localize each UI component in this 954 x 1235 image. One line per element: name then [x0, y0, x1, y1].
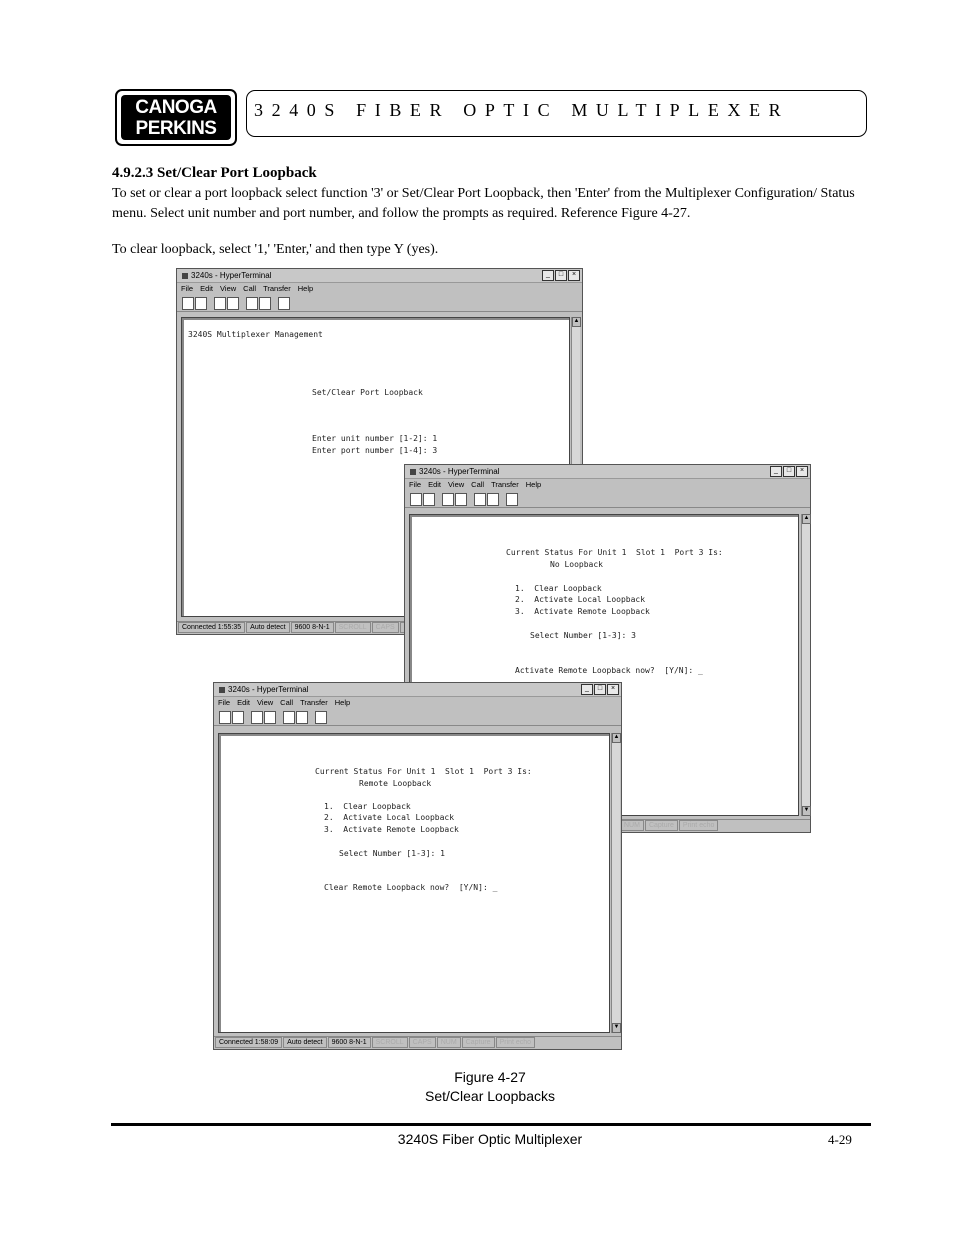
- phone-icon: [182, 273, 188, 279]
- maximize-button[interactable]: □: [783, 466, 795, 477]
- status-capture: Capture: [462, 1037, 495, 1048]
- menu-transfer[interactable]: Transfer: [300, 698, 328, 707]
- figure-caption: Set/Clear Loopbacks: [425, 1088, 555, 1104]
- status-capture: Capture: [645, 820, 678, 831]
- toolbar: [214, 709, 621, 726]
- receive-icon[interactable]: [259, 297, 271, 310]
- terminal-line: Clear Remote Loopback now? [Y/N]: _: [324, 883, 498, 892]
- send-icon[interactable]: [283, 711, 295, 724]
- minimize-button[interactable]: _: [770, 466, 782, 477]
- properties-icon[interactable]: [278, 297, 290, 310]
- menu-transfer[interactable]: Transfer: [491, 480, 519, 489]
- status-caps: CAPS: [372, 622, 399, 633]
- menu-call[interactable]: Call: [280, 698, 294, 707]
- status-detect: Auto detect: [246, 622, 289, 633]
- phone-icon: [410, 469, 416, 475]
- window-title: 3240s - HyperTerminal: [228, 685, 309, 694]
- menu-call[interactable]: Call: [243, 284, 257, 293]
- disconnect-icon[interactable]: [227, 297, 239, 310]
- terminal-line: Select Number [1-3]: 1: [339, 849, 445, 858]
- minimize-button[interactable]: _: [581, 684, 593, 695]
- header-title-box: [246, 90, 867, 137]
- maximize-button[interactable]: □: [555, 270, 567, 281]
- new-icon[interactable]: [182, 297, 194, 310]
- properties-icon[interactable]: [506, 493, 518, 506]
- menu-bar: [405, 479, 810, 491]
- header-title: 3240S FIBER OPTIC MULTIPLEXER: [254, 100, 790, 120]
- new-icon[interactable]: [219, 711, 231, 724]
- terminal-screen[interactable]: [218, 733, 610, 1033]
- terminal-line: 3240S Multiplexer Management: [188, 330, 323, 339]
- window-titlebar: [405, 465, 810, 479]
- toolbar: [177, 295, 582, 312]
- menu-view[interactable]: View: [220, 284, 237, 293]
- menu-help[interactable]: Help: [297, 284, 314, 293]
- status-connected: Connected 1:58:09: [215, 1037, 282, 1048]
- receive-icon[interactable]: [296, 711, 308, 724]
- status-baud: 9600 8-N-1: [291, 622, 334, 633]
- vertical-scrollbar[interactable]: [801, 514, 810, 816]
- scroll-down-icon[interactable]: ▼: [612, 1023, 621, 1033]
- terminal-line: Set/Clear Port Loopback: [312, 388, 423, 397]
- open-icon[interactable]: [423, 493, 435, 506]
- menu-view[interactable]: View: [448, 480, 465, 489]
- window-titlebar: [214, 683, 621, 697]
- scroll-up-icon[interactable]: ▲: [802, 514, 811, 524]
- minimize-button[interactable]: _: [542, 270, 554, 281]
- menu-help[interactable]: Help: [334, 698, 351, 707]
- terminal-line: No Loopback: [550, 560, 603, 569]
- toolbar: [405, 491, 810, 508]
- logo-text-line1: CANOGA: [135, 97, 217, 118]
- properties-icon[interactable]: [315, 711, 327, 724]
- status-scroll: SCROLL: [335, 622, 371, 633]
- close-button[interactable]: ×: [796, 466, 808, 477]
- menu-help[interactable]: Help: [525, 480, 542, 489]
- menu-bar: [214, 697, 621, 709]
- menu-edit[interactable]: Edit: [428, 480, 442, 489]
- open-icon[interactable]: [232, 711, 244, 724]
- disconnect-icon[interactable]: [264, 711, 276, 724]
- status-detect: Auto detect: [283, 1037, 326, 1048]
- terminal-line: Current Status For Unit 1 Slot 1 Port 3 Is:: [315, 767, 532, 776]
- menu-edit[interactable]: Edit: [200, 284, 214, 293]
- figure-label: Figure 4-27: [454, 1069, 526, 1085]
- terminal-line: Enter port number [1-4]: 3: [312, 446, 438, 455]
- logo-text-line2: PERKINS: [135, 118, 217, 139]
- terminal-line: Select Number [1-3]: 3: [530, 631, 636, 640]
- canoga-perkins-logo: [115, 89, 237, 146]
- status-scroll: SCROLL: [372, 1037, 408, 1048]
- menu-file[interactable]: File: [409, 480, 422, 489]
- terminal-line: Remote Loopback: [359, 779, 432, 788]
- terminal-line: Current Status For Unit 1 Slot 1 Port 3 Is:: [506, 548, 723, 557]
- menu-file[interactable]: File: [181, 284, 194, 293]
- window-titlebar: [177, 269, 582, 283]
- receive-icon[interactable]: [487, 493, 499, 506]
- open-icon[interactable]: [195, 297, 207, 310]
- phone-icon: [219, 687, 225, 693]
- terminal-line: Enter unit number [1-2]: 1: [312, 434, 438, 443]
- new-icon[interactable]: [410, 493, 422, 506]
- window-title: 3240s - HyperTerminal: [191, 271, 272, 280]
- terminal-line: Activate Remote Loopback now? [Y/N]: _: [515, 666, 703, 675]
- terminal-line: 3. Activate Remote Loopback: [324, 825, 459, 834]
- menu-bar: [177, 283, 582, 295]
- menu-transfer[interactable]: Transfer: [263, 284, 291, 293]
- window-title: 3240s - HyperTerminal: [419, 467, 500, 476]
- status-num: NUM: [620, 820, 644, 831]
- connect-icon[interactable]: [251, 711, 263, 724]
- status-num: NUM: [437, 1037, 461, 1048]
- menu-view[interactable]: View: [257, 698, 274, 707]
- section-heading: 4.9.2.3 Set/Clear Port Loopback: [112, 165, 317, 181]
- maximize-button[interactable]: □: [594, 684, 606, 695]
- status-bar: [214, 1036, 621, 1049]
- terminal-line: 2. Activate Local Loopback: [324, 813, 455, 822]
- status-print-echo: Print echo: [679, 820, 719, 831]
- hyperterminal-window-3: [213, 682, 622, 1050]
- terminal-line: 1. Clear Loopback: [324, 802, 411, 811]
- status-connected: Connected 1:55:35: [178, 622, 245, 633]
- send-icon[interactable]: [246, 297, 258, 310]
- scroll-up-icon[interactable]: ▲: [572, 317, 581, 327]
- status-caps: CAPS: [409, 1037, 436, 1048]
- terminal-line: 2. Activate Local Loopback: [515, 595, 646, 604]
- connect-icon[interactable]: [214, 297, 226, 310]
- menu-call[interactable]: Call: [471, 480, 485, 489]
- footer-rule: [111, 1123, 871, 1126]
- disconnect-icon[interactable]: [455, 493, 467, 506]
- paragraph-clear: To clear loopback, select '1,' 'Enter,' and then type Y (yes).: [112, 242, 439, 257]
- menu-file[interactable]: File: [218, 698, 231, 707]
- close-button[interactable]: ×: [568, 270, 580, 281]
- scroll-up-icon[interactable]: ▲: [612, 733, 621, 743]
- menu-edit[interactable]: Edit: [237, 698, 251, 707]
- status-baud: 9600 8-N-1: [328, 1037, 371, 1048]
- close-button[interactable]: ×: [607, 684, 619, 695]
- status-print-echo: Print echo: [496, 1037, 536, 1048]
- page-number: 4-29: [828, 1132, 852, 1147]
- terminal-line: 3. Activate Remote Loopback: [515, 607, 650, 616]
- footer-title: 3240S Fiber Optic Multiplexer: [397, 1131, 583, 1147]
- send-icon[interactable]: [474, 493, 486, 506]
- paragraph-intro: To set or clear a port loopback select function '3' or Set/Clear Port Loopback, then 'Enter' from the Multiplexer Configuration/ Status menu. Select unit number and port number, and follow the prompts as required. Reference Figure 4-27.: [112, 186, 855, 221]
- terminal-line: 1. Clear Loopback: [515, 584, 602, 593]
- vertical-scrollbar[interactable]: [611, 733, 620, 1033]
- connect-icon[interactable]: [442, 493, 454, 506]
- scroll-down-icon[interactable]: ▼: [802, 806, 811, 816]
